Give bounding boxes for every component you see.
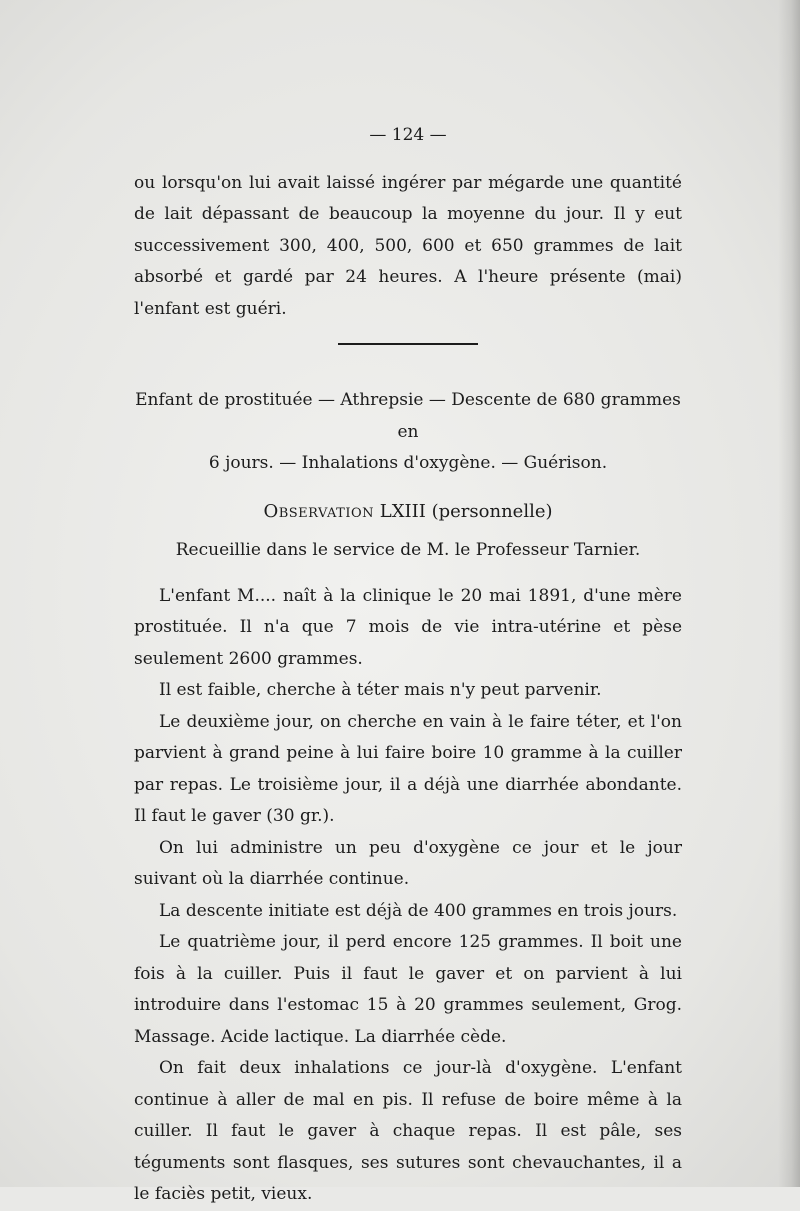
section-divider (338, 343, 478, 345)
body-paragraph-2: Il est faible, cherche à téter mais n'y peut parvenir. (159, 680, 602, 700)
observation-label: Observation (263, 500, 375, 522)
observation-heading (134, 496, 682, 528)
page-number: — 124 — (369, 125, 447, 145)
observation-numeral: LXIII (379, 500, 426, 522)
body-paragraph-5: La descente initiate est déjà de 400 grammes en trois jours. (159, 900, 678, 921)
case-summary-line-1: Enfant de prostituée — Athrepsie — Descente de 680 grammes en (135, 390, 681, 442)
observation-qualifier: (personnelle) (431, 500, 553, 522)
body-paragraph-3: Le deuxième jour, on cherche en vain à le faire téter, et l'on parvient à grand peine à lui faire boire 10 gramme à la cuiller par repas. Le troisième jour, il a déjà une diarrhée abondante. Il faut le gaver (30 gr.). (134, 711, 682, 826)
intro-paragraph: ou lorsqu'on lui avait laissé ingérer par mégarde une quantité de lait dépassant de beaucoup la moyenne du jour. Il y eut successivement 300, 400, 500, 600 et 650 grammes de lait absorbé et gardé par 24 heures. A l'heure présente (mai) l'enfant est guéri. (134, 172, 682, 319)
body-paragraph-4: On lui administre un peu d'oxygène ce jour et le jour suivant où la diarrhée continue. (134, 837, 682, 889)
case-summary-line-2: 6 jours. — Inhalations d'oxygène. — Guérison. (208, 453, 608, 473)
body-paragraph-7: On fait deux inhalations ce jour-là d'oxygène. L'enfant continue à aller de mal en pis. Il refuse de boire même à la cuiller. Il faut le gaver à chaque repas. Il est pâle, ses téguments sont flasques, ses sutures sont chevauchantes, il a le faciès petit, vieux. (134, 1058, 682, 1204)
text-block (134, 120, 682, 1211)
body-paragraph-6: Le quatrième jour, il perd encore 125 grammes. Il boit une fois à la cuiller. Puis il faut le gaver et on parvient à lui introduire dans l'estomac 15 à 20 grammes seulement, Grog. Massage. Acide lactique. La diarrhée cède. (134, 932, 682, 1047)
recorded-by-line: Recueillie dans le service de M. le Professeur Tarnier. (175, 540, 641, 560)
case-summary (134, 385, 682, 480)
page-edge-shadow (778, 0, 800, 1187)
body-paragraph-1: L'enfant M.... naît à la clinique le 20 mai 1891, d'une mère prostituée. Il n'a que 7 mois de vie intra-utérine et pèse seulement 2600 grammes. (134, 585, 682, 669)
